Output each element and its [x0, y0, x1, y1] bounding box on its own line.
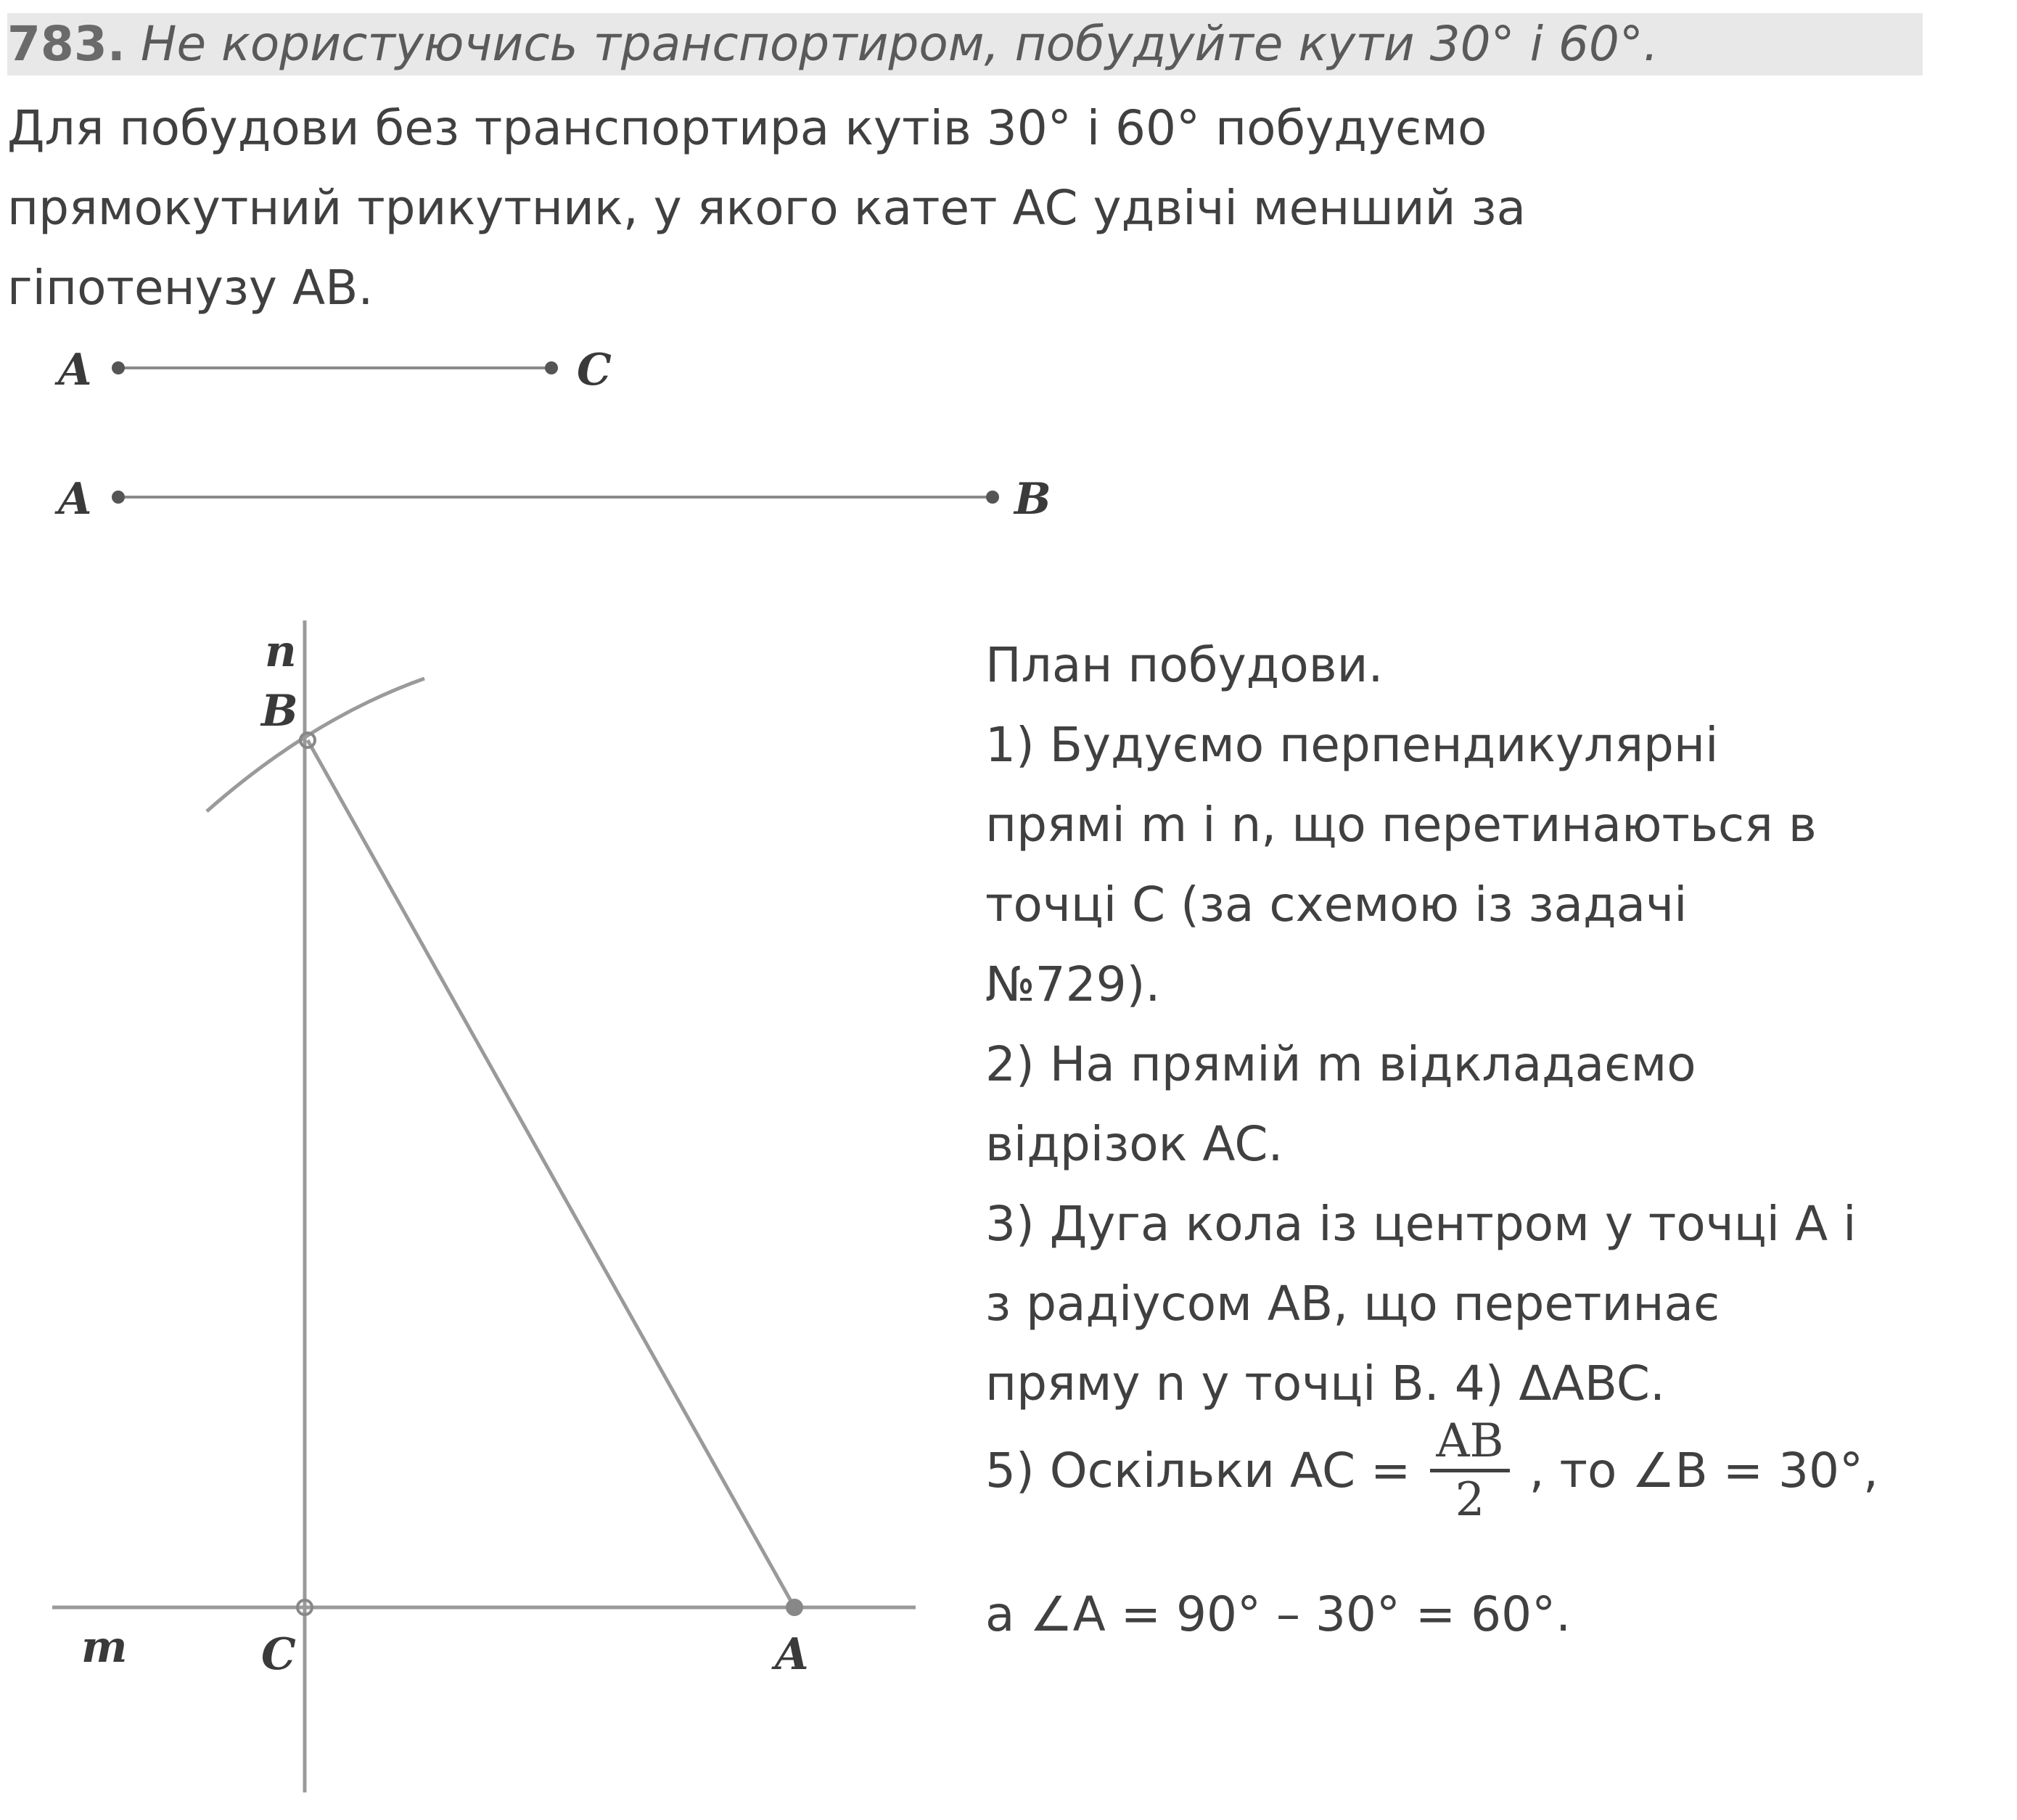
point-c — [297, 1600, 312, 1615]
hypotenuse-ab — [308, 740, 794, 1607]
arc-radius-ab — [207, 679, 424, 811]
problem-title: Не користуючись транспортиром, побудуйте кути 30° і 60°. — [140, 16, 1659, 72]
fraction-numerator: AB — [1430, 1414, 1509, 1472]
label-m: m — [81, 1622, 128, 1673]
construction-plan — [985, 626, 2001, 1424]
segment-ac-point-a — [112, 361, 125, 374]
label-c: C — [261, 1629, 296, 1680]
plan-line: 2) На прямій m відкладаємо — [985, 1036, 1696, 1092]
segment-ab-label-a: A — [58, 474, 92, 525]
plan-line: 1) Будуємо перпендикулярні — [985, 717, 1719, 773]
plan-line: №729). — [985, 956, 1161, 1012]
plan-line: План побудови. — [985, 637, 1384, 693]
problem-number: 783. — [7, 16, 126, 72]
segment-ab-point-a — [112, 491, 125, 504]
segment-ac — [54, 345, 612, 395]
step5-suffix: , то ∠B = 30°, — [1529, 1442, 1878, 1499]
segment-ac-label-c: C — [577, 345, 612, 395]
segment-ab-label-b: B — [1014, 474, 1051, 525]
point-b — [300, 733, 315, 747]
plan-line: прямі m і n, що перетинаються в — [985, 797, 1817, 853]
plan-line: з радіусом AB, що перетинає — [985, 1276, 1720, 1332]
point-a — [787, 1600, 802, 1615]
plan-line: відрізок AC. — [985, 1116, 1283, 1172]
intro-paragraph — [7, 89, 1966, 328]
plan-line: 3) Дуга кола із центром у точці A і — [985, 1196, 1857, 1252]
label-a: A — [775, 1629, 809, 1680]
segment-ab-point-b — [986, 491, 999, 504]
plan-line: пряму n у точці B. 4) ΔABC. — [985, 1356, 1665, 1411]
step5-prefix: 5) Оскільки AC = — [985, 1442, 1411, 1499]
problem-header — [7, 13, 1923, 75]
segment-ab — [54, 474, 1051, 525]
intro-line: гіпотенузу AB. — [7, 260, 374, 316]
segment-ac-point-c — [545, 361, 558, 374]
plan-final-line: а ∠A = 90° – 30° = 60°. — [985, 1586, 1572, 1642]
plan-step5 — [985, 1414, 1878, 1530]
intro-line: Для побудови без транспортира кутів 30° і 60° побудуємо — [7, 100, 1487, 156]
segment-ac-label-a: A — [58, 345, 92, 395]
label-n: n — [265, 626, 297, 677]
label-b: B — [261, 686, 298, 737]
fraction-denominator: 2 — [1455, 1473, 1485, 1527]
intro-line: прямокутний трикутник, у якого катет AC удвічі менший за — [7, 180, 1527, 236]
fraction-ab-over-2 — [1430, 1414, 1509, 1528]
plan-line: точці C (за схемою із задачі — [985, 877, 1688, 932]
